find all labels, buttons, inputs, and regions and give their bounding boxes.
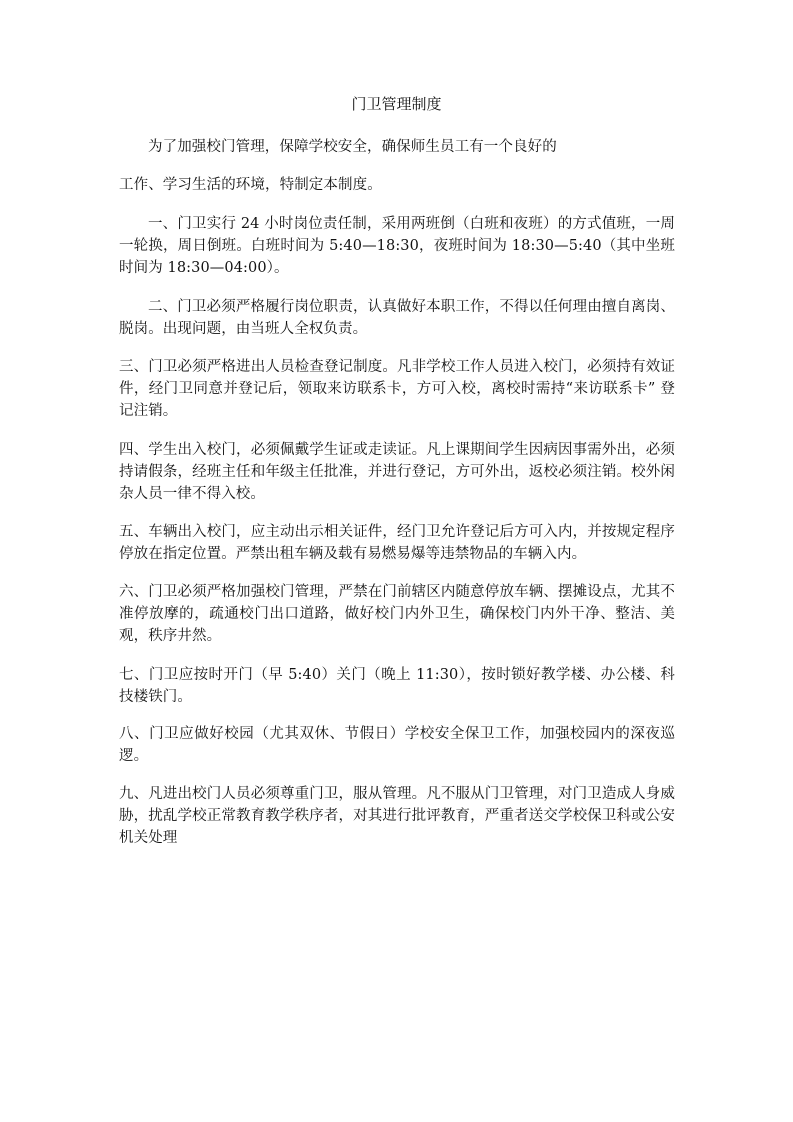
rule-paragraph-9 bbox=[119, 783, 675, 849]
rule-1-text: 一、门卫实行 24 小时岗位责任制，采用两班倒（白班和夜班）的方式值班，一周一轮换，周日倒班。白班时间为 5:40—18:30，夜班时间为 18:30—5:40（其中坐班时间为 18:30—04:00）。 bbox=[119, 216, 675, 276]
rule-paragraph-1 bbox=[119, 213, 675, 279]
rule-paragraph-2 bbox=[119, 296, 675, 340]
intro-line-1: 为了加强校门管理，保障学校安全，确保师生员工有一个良好的 bbox=[148, 139, 557, 155]
rule-paragraph-8 bbox=[119, 723, 675, 767]
document-title: 门卫管理制度 bbox=[351, 95, 442, 113]
intro-paragraph-continued bbox=[119, 174, 675, 196]
rule-paragraph-6 bbox=[119, 581, 675, 647]
intro-paragraph bbox=[119, 136, 675, 158]
rule-5-text: 五、车辆出入校门，应主动出示相关证件，经门卫允许登记后方可入内，并按规定程序停放在指定位置。严禁出租车辆及载有易燃易爆等违禁物品的车辆入内。 bbox=[119, 524, 675, 562]
rule-8-text: 八、门卫应做好校园（尤其双休、节假日）学校安全保卫工作，加强校园内的深夜巡逻。 bbox=[119, 726, 675, 764]
rule-6-text: 六、门卫必须严格加强校门管理，严禁在门前辖区内随意停放车辆、摆摊设点，尤其不准停放摩的，疏通校门出口道路，做好校门内外卫生，确保校门内外干净、整洁、美观，秩序井然。 bbox=[119, 584, 675, 644]
rule-paragraph-3 bbox=[119, 356, 675, 422]
rule-paragraph-7 bbox=[119, 664, 675, 708]
rule-paragraph-4 bbox=[119, 439, 675, 505]
rule-4-text: 四、学生出入校门，必须佩戴学生证或走读证。凡上课期间学生因病因事需外出，必须持请假条，经班主任和年级主任批准，并进行登记，方可外出，返校必须注销。校外闲杂人员一律不得入校。 bbox=[119, 442, 675, 502]
rule-2-text: 二、门卫必须严格履行岗位职责，认真做好本职工作，不得以任何理由擅自离岗、脱岗。出现问题，由当班人全权负责。 bbox=[119, 299, 675, 337]
rule-9-text: 九、凡进出校门人员必须尊重门卫，服从管理。凡不服从门卫管理，对门卫造成人身威胁，扰乱学校正常教育教学秩序者，对其进行批评教育，严重者送交学校保卫科或公安机关处理 bbox=[119, 786, 675, 846]
intro-line-2: 工作、学习生活的环境，特制定本制度。 bbox=[119, 177, 382, 193]
rule-7-text: 七、门卫应按时开门（早 5:40）关门（晚上 11:30），按时锁好教学楼、办公楼、科技楼铁门。 bbox=[119, 667, 675, 705]
rule-3-text: 三、门卫必须严格进出人员检查登记制度。凡非学校工作人员进入校门，必须持有效证件，经门卫同意并登记后，领取来访联系卡，方可入校，离校时需持“来访联系卡” 登记注销。 bbox=[119, 359, 675, 419]
rule-paragraph-5 bbox=[119, 521, 675, 565]
